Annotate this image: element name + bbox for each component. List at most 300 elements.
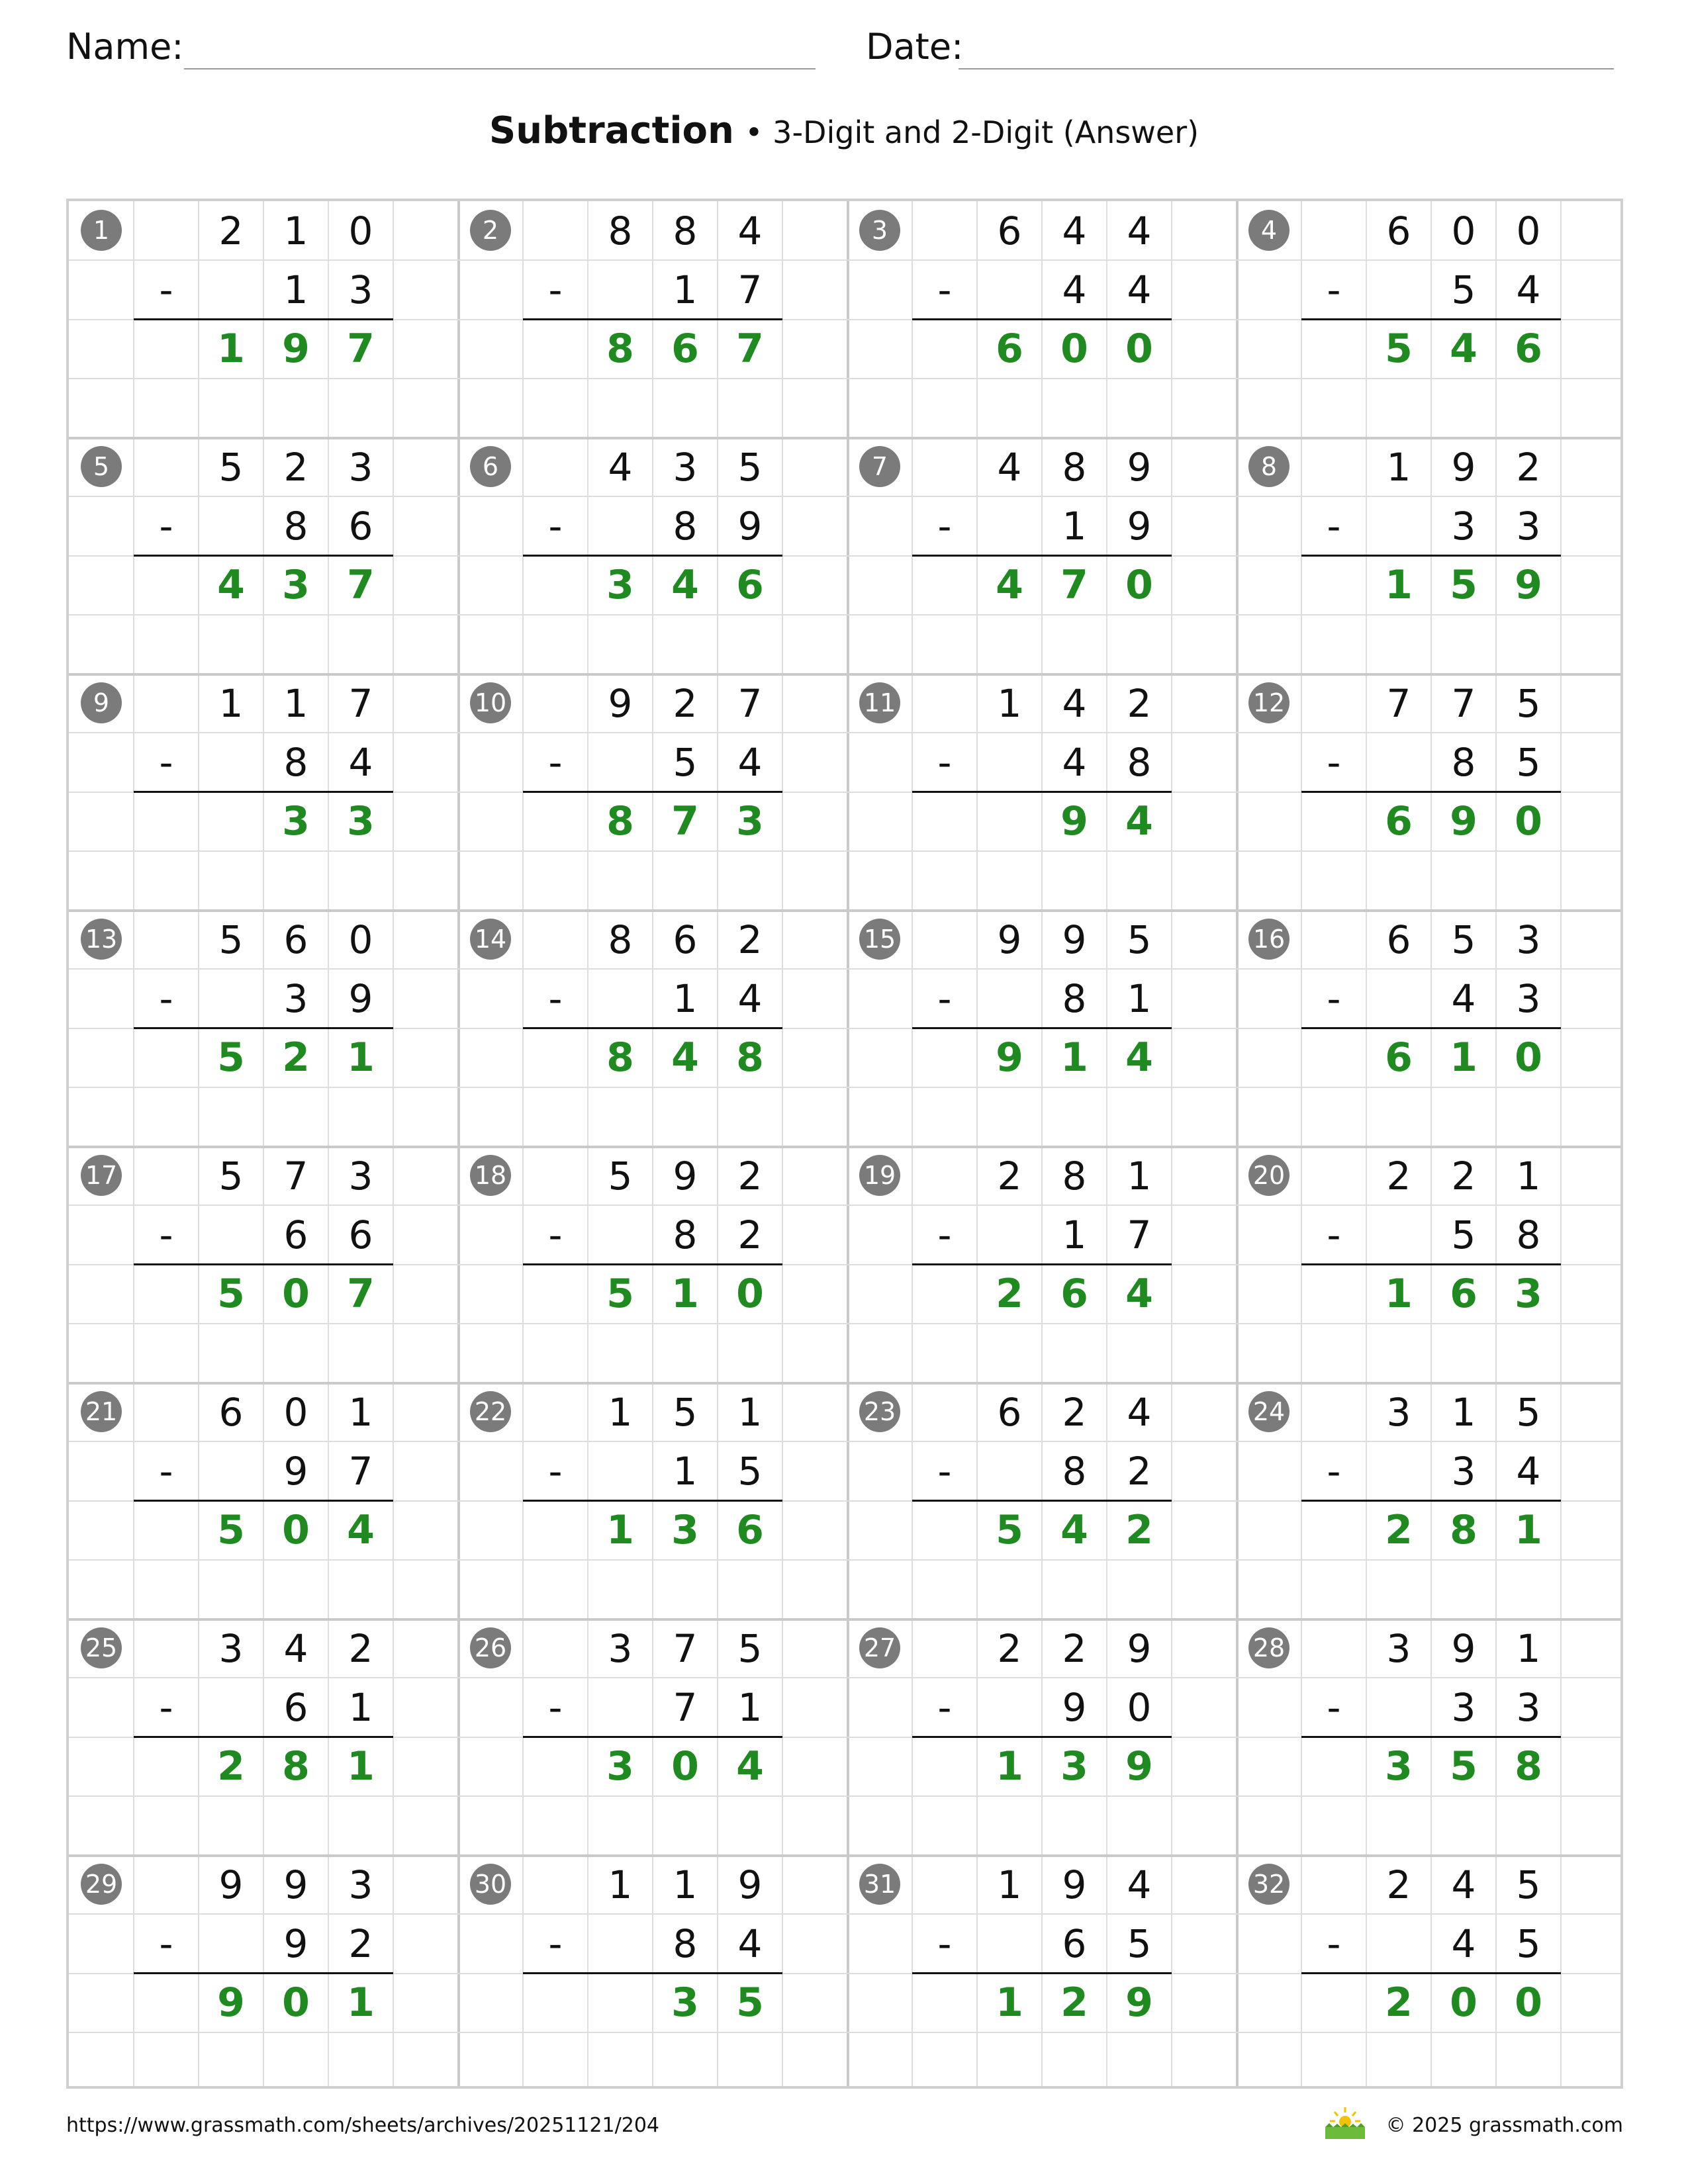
minuend-digit: 1	[1516, 1625, 1541, 1671]
answer-digit: 8	[606, 798, 634, 845]
minuend-digit: 3	[1386, 1389, 1411, 1435]
problem-number-badge: 24	[1248, 1391, 1289, 1432]
subtrahend-digit: 5	[673, 739, 698, 785]
subtrahend-digit: 7	[348, 1448, 373, 1494]
subtrahend-digit: 7	[1127, 1212, 1152, 1257]
minuend-digit: 2	[1516, 444, 1541, 490]
minuend-digit: 6	[997, 208, 1022, 253]
subtrahend-digit: 1	[737, 1684, 763, 1730]
minuend-digit: 5	[1127, 917, 1152, 962]
subtrahend-digit: 8	[1062, 1448, 1087, 1494]
problem-number-badge: 26	[470, 1627, 511, 1668]
answer-digit: 5	[736, 1979, 764, 2026]
problem-number-badge: 11	[859, 682, 900, 723]
problem-number-badge: 7	[859, 446, 900, 487]
minuend-digit: 6	[1386, 208, 1411, 253]
answer-digit: 1	[1385, 1271, 1413, 1318]
minuend-digit: 3	[1516, 917, 1541, 962]
minuend-digit: 2	[1062, 1389, 1087, 1435]
minus-sign: -	[937, 1448, 952, 1494]
minuend-digit: 2	[1127, 680, 1152, 726]
subtrahend-digit: 8	[1451, 739, 1476, 785]
problem-number-badge: 3	[859, 210, 900, 251]
problem-number-badge: 28	[1248, 1627, 1289, 1668]
subtrahend-digit: 3	[1451, 503, 1476, 549]
answer-digit: 7	[671, 798, 699, 845]
minuend-digit: 9	[1451, 1625, 1476, 1671]
minus-sign: -	[159, 1212, 173, 1257]
answer-digit: 2	[1385, 1979, 1413, 2026]
problem-number-badge: 6	[470, 446, 511, 487]
subtrahend-digit: 9	[1127, 503, 1152, 549]
problem-number-badge: 23	[859, 1391, 900, 1432]
minus-sign: -	[1327, 1212, 1341, 1257]
minus-sign: -	[159, 1921, 173, 1966]
problem-number-badge: 15	[859, 919, 900, 960]
title-sub: • 3-Digit and 2-Digit (Answer)	[745, 114, 1199, 150]
answer-digit: 0	[1125, 326, 1153, 373]
subtrahend-digit: 1	[348, 1684, 373, 1730]
title-main: Subtraction	[489, 109, 734, 152]
problem-number-badge: 25	[81, 1627, 122, 1668]
minus-sign: -	[1327, 976, 1341, 1021]
minuend-digit: 3	[608, 1625, 633, 1671]
minuend-digit: 3	[1386, 1625, 1411, 1671]
minuend-digit: 6	[673, 917, 698, 962]
subtrahend-digit: 3	[1451, 1684, 1476, 1730]
minus-sign: -	[1327, 739, 1341, 785]
minuend-digit: 9	[218, 1862, 244, 1907]
subtrahend-digit: 9	[348, 976, 373, 1021]
minuend-digit: 7	[348, 680, 373, 726]
subtrahend-digit: 4	[1062, 739, 1087, 785]
minuend-digit: 7	[673, 1625, 698, 1671]
subtrahend-digit: 9	[283, 1448, 308, 1494]
answer-digit: 4	[347, 1507, 375, 1554]
problem-number-badge: 18	[470, 1155, 511, 1196]
answer-digit: 4	[996, 562, 1023, 609]
minuend-digit: 6	[997, 1389, 1022, 1435]
grid-column-line	[1301, 201, 1302, 2086]
minuend-digit: 7	[1451, 680, 1476, 726]
subtrahend-digit: 4	[348, 739, 373, 785]
grid-column-line	[847, 201, 849, 2086]
minuend-digit: 6	[218, 1389, 244, 1435]
minus-sign: -	[937, 1684, 952, 1730]
minus-sign: -	[548, 1448, 563, 1494]
answer-digit: 3	[282, 798, 310, 845]
answer-digit: 5	[1450, 562, 1477, 609]
problem-number-badge: 13	[81, 919, 122, 960]
answer-digit: 3	[736, 798, 764, 845]
minuend-digit: 1	[1516, 1153, 1541, 1199]
answer-digit: 8	[1450, 1507, 1477, 1554]
answer-digit: 8	[606, 326, 634, 373]
answer-digit: 1	[1515, 1507, 1542, 1554]
answer-digit: 1	[1385, 562, 1413, 609]
minuend-digit: 5	[1516, 1862, 1541, 1907]
answer-digit: 5	[217, 1507, 245, 1554]
minuend-digit: 2	[283, 444, 308, 490]
answer-digit: 5	[996, 1507, 1023, 1554]
subtrahend-digit: 3	[1451, 1448, 1476, 1494]
answer-digit: 2	[1060, 1979, 1088, 2026]
problem-number-badge: 27	[859, 1627, 900, 1668]
answer-digit: 5	[1450, 1743, 1477, 1790]
answer-digit: 3	[282, 562, 310, 609]
minuend-digit: 3	[348, 444, 373, 490]
minuend-digit: 2	[1386, 1153, 1411, 1199]
subtrahend-digit: 7	[673, 1684, 698, 1730]
minus-sign: -	[548, 1921, 563, 1966]
minuend-digit: 5	[673, 1389, 698, 1435]
minus-sign: -	[1327, 1448, 1341, 1494]
subtrahend-digit: 6	[283, 1212, 308, 1257]
answer-digit: 4	[1125, 1271, 1153, 1318]
subtrahend-digit: 8	[673, 1921, 698, 1966]
minuend-digit: 5	[218, 1153, 244, 1199]
minuend-digit: 8	[608, 208, 633, 253]
minus-sign: -	[159, 976, 173, 1021]
answer-digit: 0	[1450, 1979, 1477, 2026]
minuend-digit: 2	[348, 1625, 373, 1671]
answer-digit: 0	[1515, 1979, 1542, 2026]
minuend-digit: 1	[1127, 1153, 1152, 1199]
answer-digit: 1	[606, 1507, 634, 1554]
minus-sign: -	[937, 267, 952, 312]
answer-digit: 4	[1060, 1507, 1088, 1554]
minuend-digit: 1	[1451, 1389, 1476, 1435]
minus-sign: -	[1327, 1921, 1341, 1966]
problem-number-badge: 22	[470, 1391, 511, 1432]
minuend-digit: 9	[997, 917, 1022, 962]
subtrahend-digit: 8	[673, 1212, 698, 1257]
answer-digit: 3	[1515, 1271, 1542, 1318]
answer-digit: 0	[282, 1271, 310, 1318]
answer-digit: 4	[671, 1034, 699, 1081]
worksheet-title	[0, 105, 1688, 159]
answer-digit: 5	[217, 1271, 245, 1318]
subtrahend-digit: 1	[283, 267, 308, 312]
subtrahend-digit: 7	[737, 267, 763, 312]
problem-grid	[66, 199, 1623, 2089]
subtrahend-digit: 4	[1516, 267, 1541, 312]
problem-number-badge: 20	[1248, 1155, 1289, 1196]
answer-digit: 2	[1125, 1507, 1153, 1554]
minuend-digit: 1	[608, 1389, 633, 1435]
name-line[interactable]	[184, 68, 816, 69]
subtrahend-digit: 3	[348, 267, 373, 312]
answer-digit: 9	[1450, 798, 1477, 845]
minuend-digit: 0	[1451, 208, 1476, 253]
minuend-digit: 5	[1516, 680, 1541, 726]
minuend-digit: 1	[608, 1862, 633, 1907]
answer-digit: 9	[217, 1979, 245, 2026]
subtrahend-digit: 3	[1516, 976, 1541, 1021]
subtrahend-digit: 6	[283, 1684, 308, 1730]
answer-digit: 3	[1060, 1743, 1088, 1790]
minuend-digit: 4	[737, 208, 763, 253]
minus-sign: -	[159, 1448, 173, 1494]
problem-number-badge: 19	[859, 1155, 900, 1196]
problem-number-badge: 5	[81, 446, 122, 487]
minuend-digit: 5	[218, 444, 244, 490]
subtrahend-digit: 1	[1062, 1212, 1087, 1257]
answer-digit: 0	[671, 1743, 699, 1790]
answer-digit: 8	[1515, 1743, 1542, 1790]
answer-digit: 4	[1125, 798, 1153, 845]
minuend-digit: 5	[737, 1625, 763, 1671]
minuend-digit: 3	[218, 1625, 244, 1671]
minuend-digit: 2	[737, 1153, 763, 1199]
subtrahend-digit: 3	[1516, 503, 1541, 549]
minuend-digit: 3	[348, 1153, 373, 1199]
answer-digit: 3	[606, 562, 634, 609]
answer-digit: 3	[1385, 1743, 1413, 1790]
answer-digit: 0	[1125, 562, 1153, 609]
answer-digit: 0	[282, 1507, 310, 1554]
minuend-digit: 0	[348, 917, 373, 962]
subtrahend-digit: 8	[283, 503, 308, 549]
minuend-digit: 4	[1127, 1862, 1152, 1907]
minuend-digit: 1	[997, 680, 1022, 726]
answer-digit: 6	[1385, 798, 1413, 845]
subtrahend-digit: 2	[348, 1921, 373, 1966]
minuend-digit: 9	[283, 1862, 308, 1907]
minuend-digit: 2	[1451, 1153, 1476, 1199]
minus-sign: -	[937, 976, 952, 1021]
minuend-digit: 2	[737, 917, 763, 962]
answer-digit: 3	[671, 1507, 699, 1554]
minus-sign: -	[159, 267, 173, 312]
subtrahend-digit: 2	[737, 1212, 763, 1257]
answer-digit: 6	[1385, 1034, 1413, 1081]
subtrahend-digit: 4	[1062, 267, 1087, 312]
minuend-digit: 9	[1451, 444, 1476, 490]
subtrahend-digit: 1	[673, 267, 698, 312]
minus-sign: -	[937, 739, 952, 785]
minus-sign: -	[548, 739, 563, 785]
answer-digit: 1	[347, 1979, 375, 2026]
minuend-digit: 8	[1062, 444, 1087, 490]
subtrahend-digit: 4	[737, 976, 763, 1021]
answer-digit: 1	[671, 1271, 699, 1318]
minuend-digit: 1	[283, 208, 308, 253]
minus-sign: -	[159, 739, 173, 785]
minuend-digit: 5	[608, 1153, 633, 1199]
problem-number-badge: 29	[81, 1864, 122, 1905]
subtrahend-digit: 4	[737, 739, 763, 785]
minus-sign: -	[548, 503, 563, 549]
subtrahend-digit: 1	[1127, 976, 1152, 1021]
answer-digit: 9	[1515, 562, 1542, 609]
minus-sign: -	[937, 503, 952, 549]
problem-number-badge: 30	[470, 1864, 511, 1905]
subtrahend-digit: 4	[1451, 1921, 1476, 1966]
date-line[interactable]	[959, 68, 1614, 69]
grid-column-line	[1236, 201, 1239, 2086]
minuend-digit: 2	[1062, 1625, 1087, 1671]
minus-sign: -	[548, 1684, 563, 1730]
subtrahend-digit: 4	[1127, 267, 1152, 312]
subtrahend-digit: 8	[673, 503, 698, 549]
answer-digit: 4	[1125, 1034, 1153, 1081]
problem-number-badge: 9	[81, 682, 122, 723]
answer-digit: 1	[1450, 1034, 1477, 1081]
answer-digit: 6	[736, 1507, 764, 1554]
answer-digit: 2	[217, 1743, 245, 1790]
minus-sign: -	[937, 1921, 952, 1966]
minuend-digit: 5	[218, 917, 244, 962]
subtrahend-digit: 0	[1127, 1684, 1152, 1730]
subtrahend-digit: 5	[1516, 739, 1541, 785]
subtrahend-digit: 9	[283, 1921, 308, 1966]
answer-digit: 8	[282, 1743, 310, 1790]
minuend-digit: 4	[608, 444, 633, 490]
minuend-digit: 1	[283, 680, 308, 726]
minuend-digit: 5	[1451, 917, 1476, 962]
answer-digit: 5	[1385, 326, 1413, 373]
problem-number-badge: 4	[1248, 210, 1289, 251]
answer-digit: 4	[1450, 326, 1477, 373]
grid-column-line	[457, 201, 460, 2086]
minuend-digit: 9	[1062, 1862, 1087, 1907]
minuend-digit: 5	[1516, 1389, 1541, 1435]
subtrahend-digit: 8	[283, 739, 308, 785]
answer-digit: 7	[736, 326, 764, 373]
date-label: Date:	[866, 26, 964, 68]
minuend-digit: 5	[737, 444, 763, 490]
minuend-digit: 2	[997, 1153, 1022, 1199]
minuend-digit: 1	[348, 1389, 373, 1435]
minuend-digit: 9	[1127, 1625, 1152, 1671]
answer-digit: 9	[996, 1034, 1023, 1081]
answer-digit: 0	[1060, 326, 1088, 373]
answer-digit: 1	[1060, 1034, 1088, 1081]
minuend-digit: 4	[997, 444, 1022, 490]
problem-number-badge: 16	[1248, 919, 1289, 960]
subtrahend-digit: 6	[348, 1212, 373, 1257]
answer-digit: 8	[606, 1034, 634, 1081]
subtrahend-digit: 4	[1516, 1448, 1541, 1494]
problem-number-badge: 8	[1248, 446, 1289, 487]
answer-digit: 4	[217, 562, 245, 609]
footer-copyright: © 2025 grassmath.com	[1385, 2114, 1623, 2137]
minuend-digit: 7	[737, 680, 763, 726]
minuend-digit: 9	[673, 1153, 698, 1199]
minuend-digit: 9	[608, 680, 633, 726]
answer-digit: 5	[606, 1271, 634, 1318]
grid-column-line	[522, 201, 524, 2086]
answer-digit: 7	[347, 562, 375, 609]
minuend-digit: 2	[997, 1625, 1022, 1671]
minuend-digit: 9	[1062, 917, 1087, 962]
problem-number-badge: 14	[470, 919, 511, 960]
subtrahend-digit: 3	[283, 976, 308, 1021]
subtrahend-digit: 5	[737, 1448, 763, 1494]
minuend-digit: 7	[283, 1153, 308, 1199]
minus-sign: -	[548, 267, 563, 312]
minuend-digit: 4	[283, 1625, 308, 1671]
answer-digit: 1	[347, 1034, 375, 1081]
minuend-digit: 3	[348, 1862, 373, 1907]
minuend-digit: 4	[1062, 208, 1087, 253]
minus-sign: -	[159, 1684, 173, 1730]
minuend-digit: 6	[1386, 917, 1411, 962]
answer-digit: 9	[1125, 1743, 1153, 1790]
answer-digit: 6	[1515, 326, 1542, 373]
answer-digit: 6	[1060, 1271, 1088, 1318]
problem-number-badge: 21	[81, 1391, 122, 1432]
minuend-digit: 1	[673, 1862, 698, 1907]
minus-sign: -	[548, 1212, 563, 1257]
answer-digit: 6	[1450, 1271, 1477, 1318]
answer-digit: 8	[736, 1034, 764, 1081]
minuend-digit: 1	[218, 680, 244, 726]
minuend-digit: 8	[1062, 1153, 1087, 1199]
subtrahend-digit: 5	[1451, 267, 1476, 312]
answer-digit: 1	[996, 1743, 1023, 1790]
answer-digit: 1	[996, 1979, 1023, 2026]
problem-number-badge: 10	[470, 682, 511, 723]
problem-number-badge: 32	[1248, 1864, 1289, 1905]
answer-digit: 4	[736, 1743, 764, 1790]
subtrahend-digit: 4	[1451, 976, 1476, 1021]
minuend-digit: 6	[283, 917, 308, 962]
minus-sign: -	[159, 503, 173, 549]
minus-sign: -	[1327, 503, 1341, 549]
answer-digit: 9	[1060, 798, 1088, 845]
answer-digit: 6	[736, 562, 764, 609]
subtrahend-digit: 6	[348, 503, 373, 549]
answer-digit: 7	[347, 1271, 375, 1318]
minuend-digit: 2	[1386, 1862, 1411, 1907]
problem-number-badge: 17	[81, 1155, 122, 1196]
subtrahend-digit: 8	[1127, 739, 1152, 785]
subtrahend-digit: 5	[1451, 1212, 1476, 1257]
minus-sign: -	[548, 976, 563, 1021]
minuend-digit: 1	[737, 1389, 763, 1435]
answer-digit: 0	[736, 1271, 764, 1318]
minuend-digit: 9	[1127, 444, 1152, 490]
minuend-digit: 0	[348, 208, 373, 253]
problem-number-badge: 31	[859, 1864, 900, 1905]
grass-sun-logo-icon	[1321, 2105, 1369, 2142]
minuend-digit: 9	[737, 1862, 763, 1907]
minuend-digit: 8	[608, 917, 633, 962]
answer-digit: 1	[347, 1743, 375, 1790]
subtrahend-digit: 1	[1062, 503, 1087, 549]
minuend-digit: 8	[673, 208, 698, 253]
subtrahend-digit: 9	[1062, 1684, 1087, 1730]
grid-column-line	[133, 201, 134, 2086]
answer-digit: 2	[282, 1034, 310, 1081]
minuend-digit: 3	[673, 444, 698, 490]
answer-digit: 0	[282, 1979, 310, 2026]
footer-url: https://www.grassmath.com/sheets/archives/20251121/204	[66, 2114, 660, 2137]
answer-digit: 3	[671, 1979, 699, 2026]
subtrahend-digit: 5	[1516, 1921, 1541, 1966]
minuend-digit: 0	[283, 1389, 308, 1435]
answer-digit: 9	[1125, 1979, 1153, 2026]
subtrahend-digit: 1	[673, 1448, 698, 1494]
answer-digit: 5	[217, 1034, 245, 1081]
answer-digit: 3	[347, 798, 375, 845]
subtrahend-digit: 2	[1127, 1448, 1152, 1494]
answer-digit: 0	[1515, 798, 1542, 845]
subtrahend-digit: 8	[1516, 1212, 1541, 1257]
minus-sign: -	[937, 1212, 952, 1257]
